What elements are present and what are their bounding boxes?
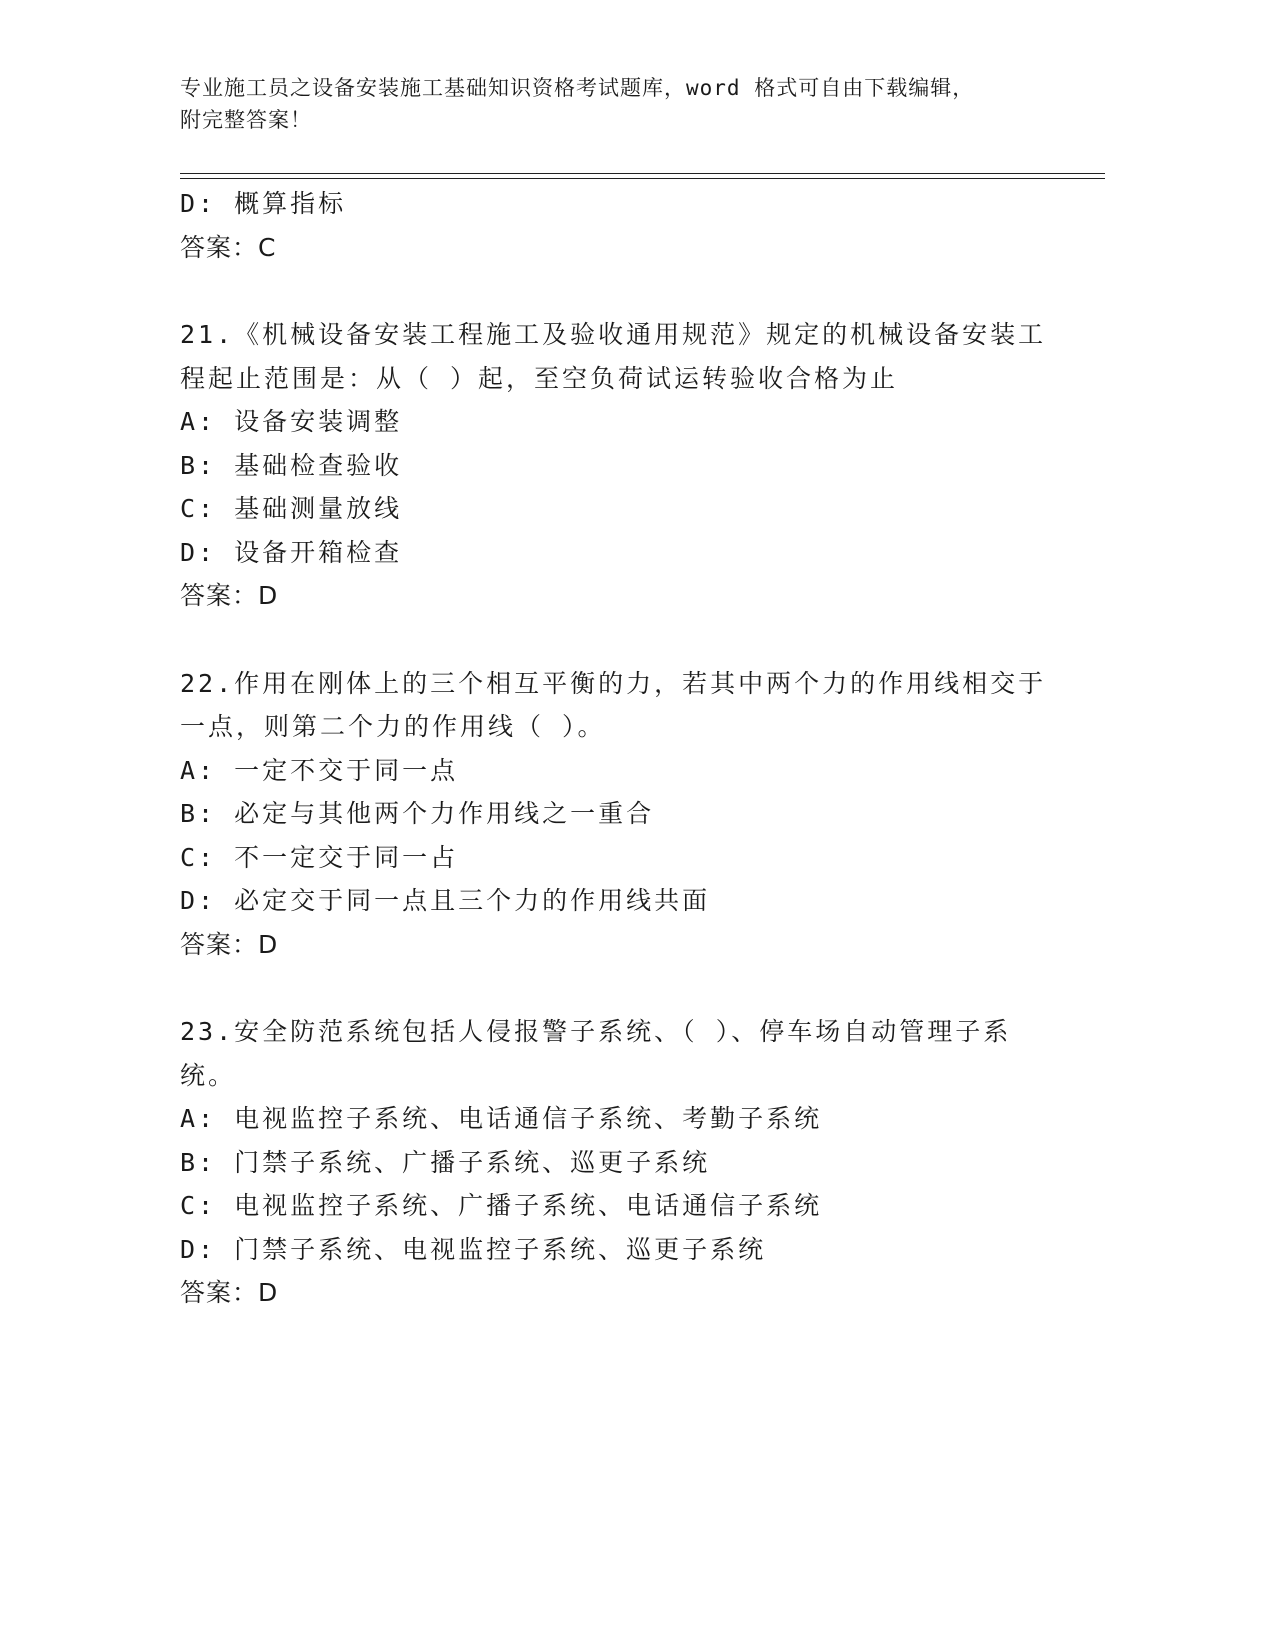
question-22 xyxy=(180,662,1110,967)
question-stem-line-1: 23.安全防范系统包括人侵报警子系统、（ ）、停车场自动管理子系 xyxy=(180,1017,1012,1046)
previous-question-tail xyxy=(180,182,1110,269)
header-line-2: 附完整答案！ xyxy=(180,108,312,132)
option-d: D: 必定交于同一点且三个力的作用线共面 xyxy=(180,886,711,915)
question-stem-line-1: 21.《机械设备安装工程施工及验收通用规范》规定的机械设备安装工 xyxy=(180,320,1047,349)
option-b: B: 基础检查验收 xyxy=(180,450,403,480)
question-stem-line-2: 一点，则第二个力的作用线（ ）。 xyxy=(180,712,606,741)
spacer xyxy=(180,269,1110,313)
question-21 xyxy=(180,313,1110,618)
question-stem-line-1: 22.作用在刚体上的三个相互平衡的力，若其中两个力的作用线相交于 xyxy=(180,668,1047,698)
option-d: D: 概算指标 xyxy=(180,189,347,218)
question-content xyxy=(180,182,1110,1315)
option-c: C: 不一定交于同一占 xyxy=(180,842,459,872)
option-c: C: 基础测量放线 xyxy=(180,494,403,523)
spacer xyxy=(180,966,1110,1010)
header-line-1: 专业施工员之设备安装施工基础知识资格考试题库，word 格式可自由下载编辑， xyxy=(180,76,975,100)
option-a: A: 一定不交于同一点 xyxy=(180,755,459,785)
answer: 答案：D xyxy=(180,581,279,610)
question-stem-line-2: 程起止范围是：从（ ）起，至空负荷试运转验收合格为止 xyxy=(180,363,899,393)
option-a: A: 电视监控子系统、电话通信子系统、考勤子系统 xyxy=(180,1104,823,1133)
option-d: D: 设备开箱检查 xyxy=(180,537,403,567)
answer: 答案：D xyxy=(180,929,279,959)
option-b: B: 门禁子系统、广播子系统、巡更子系统 xyxy=(180,1147,711,1177)
header-divider-bottom xyxy=(180,178,1105,179)
document-header xyxy=(180,72,1110,136)
spacer xyxy=(180,618,1110,662)
option-a: A: 设备安装调整 xyxy=(180,407,403,436)
option-d: D: 门禁子系统、电视监控子系统、巡更子系统 xyxy=(180,1234,767,1264)
question-23 xyxy=(180,1010,1110,1315)
header-divider-top xyxy=(180,173,1105,174)
option-c: C: 电视监控子系统、广播子系统、电话通信子系统 xyxy=(180,1191,823,1220)
question-stem-line-2: 统。 xyxy=(180,1060,237,1090)
option-b: B: 必定与其他两个力作用线之一重合 xyxy=(180,799,655,828)
answer: 答案：D xyxy=(180,1278,279,1307)
answer: 答案：C xyxy=(180,232,277,262)
